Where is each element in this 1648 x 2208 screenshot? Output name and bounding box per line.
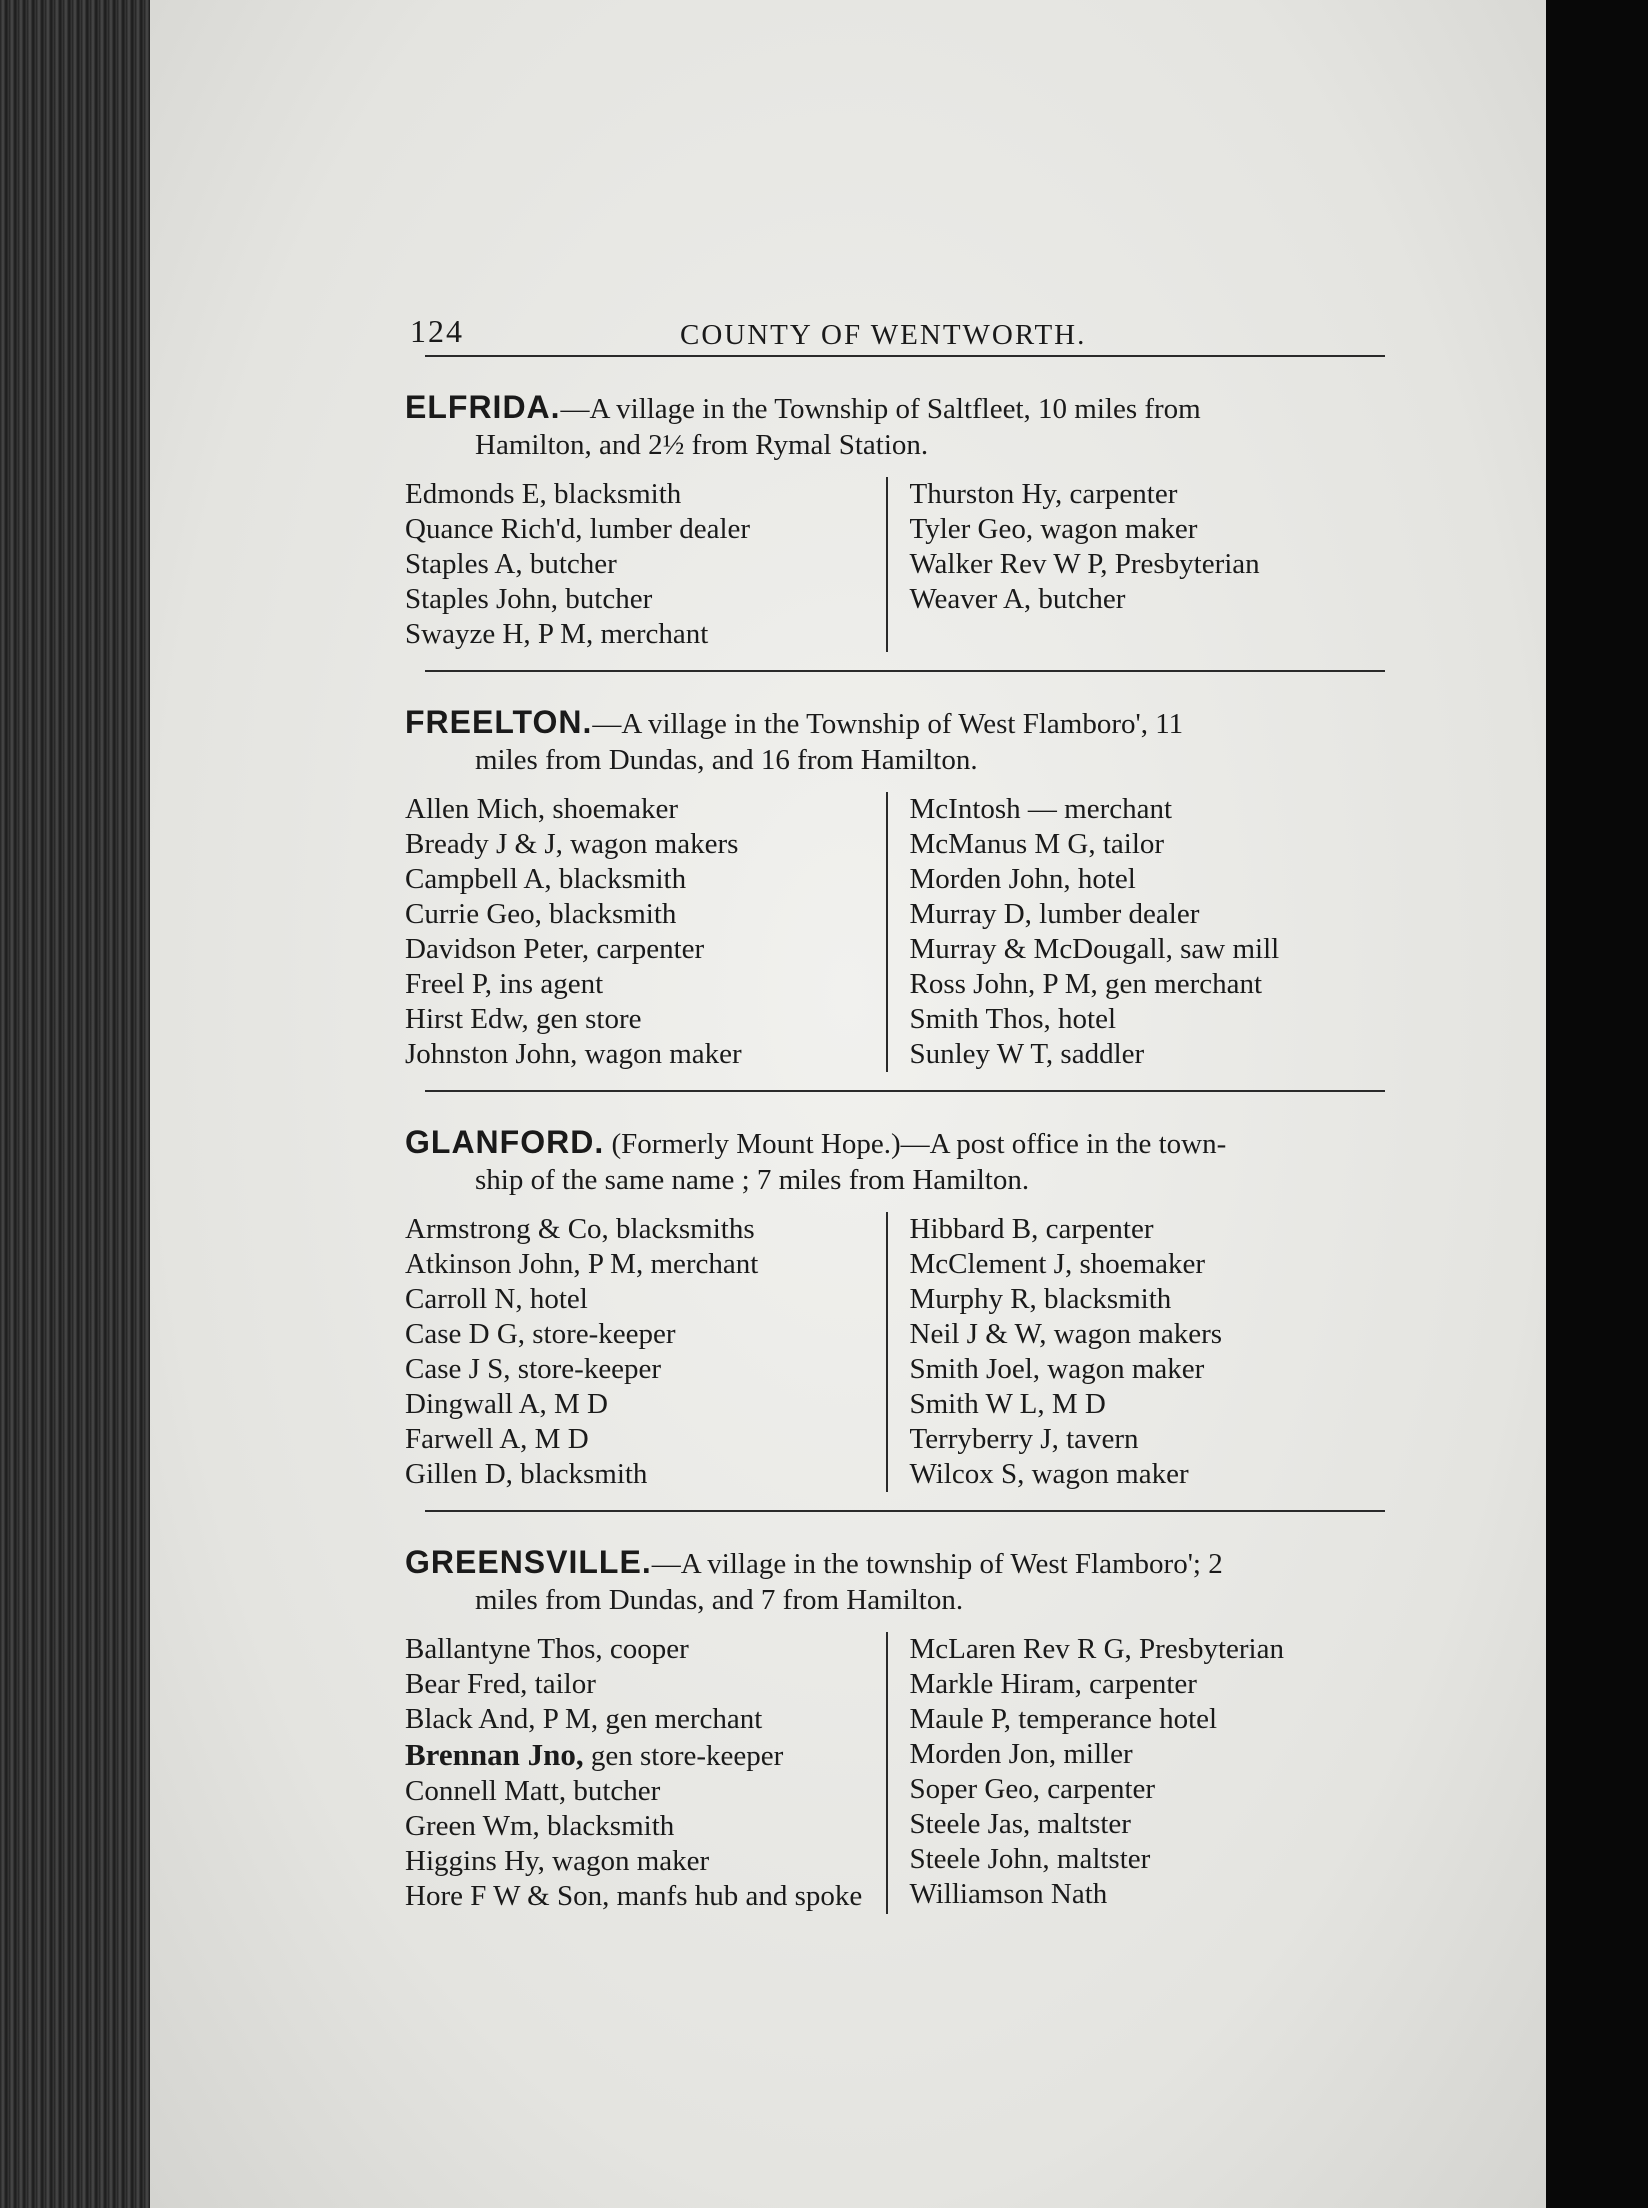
- listing-entry: Armstrong & Co, blacksmiths: [405, 1213, 755, 1245]
- listing-entry-bold: [405, 1737, 886, 1774]
- listing-right-column: [886, 1212, 1391, 1492]
- section-description-cont: miles from Dundas, and 7 from Hamilton.: [475, 1584, 964, 1616]
- listing-right-column: [886, 1632, 1391, 1914]
- section-description: —A village in the Township of West Flamboro', 11: [592, 708, 1184, 740]
- listing-entry: Johnston John, wagon maker: [405, 1038, 742, 1070]
- listing-entry: Ross John, P M, gen merchant: [909, 968, 1263, 1000]
- listing-entry: Weaver A, butcher: [909, 583, 1126, 615]
- listing-entry: McClement J, shoemaker: [909, 1248, 1206, 1280]
- listing-right-column: [886, 477, 1391, 652]
- listing-entry: Hibbard B, carpenter: [909, 1213, 1154, 1245]
- listing-entry: Smith W L, M D: [909, 1388, 1106, 1420]
- listing-entry: Hirst Edw, gen store: [405, 1003, 642, 1035]
- running-head: [405, 305, 1390, 355]
- listing-entry: Tyler Geo, wagon maker: [909, 513, 1198, 545]
- listing-entry: Campbell A, blacksmith: [405, 863, 687, 895]
- listing-entry: Thurston Hy, carpenter: [909, 478, 1178, 510]
- listing-left-column: [405, 1632, 886, 1914]
- listing-entry: McIntosh — merchant: [909, 793, 1173, 825]
- bold-name: Brennan Jno,: [405, 1737, 584, 1772]
- listing-entry: Davidson Peter, carpenter: [405, 933, 705, 965]
- section-name: ELFRIDA.: [405, 389, 561, 425]
- section-description-cont: miles from Dundas, and 16 from Hamilton.: [475, 744, 978, 776]
- section-heading: [405, 1124, 1390, 1198]
- listing-entry: Dingwall A, M D: [405, 1388, 608, 1420]
- listing-entry: Maule P, temperance hotel: [909, 1703, 1218, 1735]
- listing-columns: [405, 1212, 1390, 1492]
- page-title: COUNTY OF WENTWORTH.: [680, 319, 1087, 351]
- section-description: (Formerly Mount Hope.)—A post office in the town-: [604, 1128, 1227, 1160]
- listing-entry: Bear Fred, tailor: [405, 1668, 596, 1700]
- listing-entry: Hore F W & Son, manfs hub and spoke: [405, 1880, 863, 1912]
- section-elfrida: [405, 357, 1390, 670]
- section-heading: [405, 389, 1390, 463]
- section-name: FREELTON.: [405, 704, 593, 740]
- listing-columns: [405, 792, 1390, 1072]
- listing-entry: Soper Geo, carpenter: [909, 1773, 1156, 1805]
- listing-entry: Carroll N, hotel: [405, 1283, 588, 1315]
- listing-entry: Steele John, maltster: [909, 1843, 1151, 1875]
- section-name: GREENSVILLE.: [405, 1544, 652, 1580]
- listing-entry: Gillen D, blacksmith: [405, 1458, 648, 1490]
- section-freelton: [405, 672, 1390, 1090]
- section-greensville: [405, 1512, 1390, 1932]
- listing-left-column: [405, 792, 886, 1072]
- listing-entry: Green Wm, blacksmith: [405, 1810, 675, 1842]
- listing-entry: Quance Rich'd, lumber dealer: [405, 513, 751, 545]
- listing-entry: Higgins Hy, wagon maker: [405, 1845, 710, 1877]
- listing-entry: Currie Geo, blacksmith: [405, 898, 677, 930]
- listing-entry: Williamson Nath: [909, 1878, 1108, 1910]
- listing-entry: Connell Matt, butcher: [405, 1775, 661, 1807]
- listing-entry: Edmonds E, blacksmith: [405, 478, 682, 510]
- listing-entry: Atkinson John, P M, merchant: [405, 1248, 759, 1280]
- book-edge-right: [1546, 0, 1648, 2208]
- listing-entry: Steele Jas, maltster: [909, 1808, 1131, 1840]
- listing-entry: Wilcox S, wagon maker: [909, 1458, 1189, 1490]
- listing-entry: Staples John, butcher: [405, 583, 653, 615]
- listing-entry: Neil J & W, wagon makers: [909, 1318, 1223, 1350]
- listing-entry: Smith Joel, wagon maker: [909, 1353, 1205, 1385]
- listing-entry: Swayze H, P M, merchant: [405, 618, 709, 650]
- listing-entry: Ballantyne Thos, cooper: [405, 1633, 689, 1665]
- section-description: —A village in the township of West Flamboro'; 2: [651, 1548, 1223, 1580]
- listing-entry: Staples A, butcher: [405, 548, 617, 580]
- listing-columns: [405, 477, 1390, 652]
- listing-entry: Case D G, store-keeper: [405, 1318, 676, 1350]
- listing-entry: Sunley W T, saddler: [909, 1038, 1145, 1070]
- page-number: 124: [410, 313, 464, 349]
- section-heading: [405, 704, 1390, 778]
- listing-entry: Farwell A, M D: [405, 1423, 589, 1455]
- listing-entry: Morden John, hotel: [909, 863, 1136, 895]
- listing-entry: Morden Jon, miller: [909, 1738, 1133, 1770]
- listing-left-column: [405, 477, 886, 652]
- section-description-cont: Hamilton, and 2½ from Rymal Station.: [475, 429, 929, 461]
- section-name: GLANFORD.: [405, 1124, 605, 1160]
- listing-entry: Markle Hiram, carpenter: [909, 1668, 1197, 1700]
- listing-entry: Allen Mich, shoemaker: [405, 793, 679, 825]
- listing-entry: Bready J & J, wagon makers: [405, 828, 739, 860]
- section-description: —A village in the Township of Saltfleet, 10 miles from: [560, 393, 1201, 425]
- page-content: [405, 305, 1390, 1932]
- listing-entry: Murphy R, blacksmith: [909, 1283, 1172, 1315]
- bold-name-rest: gen store-keeper: [583, 1740, 784, 1772]
- listing-entry: Walker Rev W P, Presbyterian: [909, 548, 1260, 580]
- listing-entry: McLaren Rev R G, Presbyterian: [909, 1633, 1284, 1665]
- book-edge-left: [0, 0, 150, 2208]
- listing-left-column: [405, 1212, 886, 1492]
- listing-entry: Black And, P M, gen merchant: [405, 1703, 763, 1735]
- listing-columns: [405, 1632, 1390, 1914]
- section-description-cont: ship of the same name ; 7 miles from Hamilton.: [475, 1164, 1030, 1196]
- listing-right-column: [886, 792, 1391, 1072]
- listing-entry: Case J S, store-keeper: [405, 1353, 662, 1385]
- listing-entry: Murray D, lumber dealer: [909, 898, 1200, 930]
- listing-entry: Terryberry J, tavern: [909, 1423, 1139, 1455]
- listing-entry: Smith Thos, hotel: [909, 1003, 1117, 1035]
- listing-entry: Freel P, ins agent: [405, 968, 604, 1000]
- section-glanford: [405, 1092, 1390, 1510]
- listing-entry: Murray & McDougall, saw mill: [909, 933, 1280, 965]
- listing-entry: McManus M G, tailor: [909, 828, 1165, 860]
- section-heading: [405, 1544, 1390, 1618]
